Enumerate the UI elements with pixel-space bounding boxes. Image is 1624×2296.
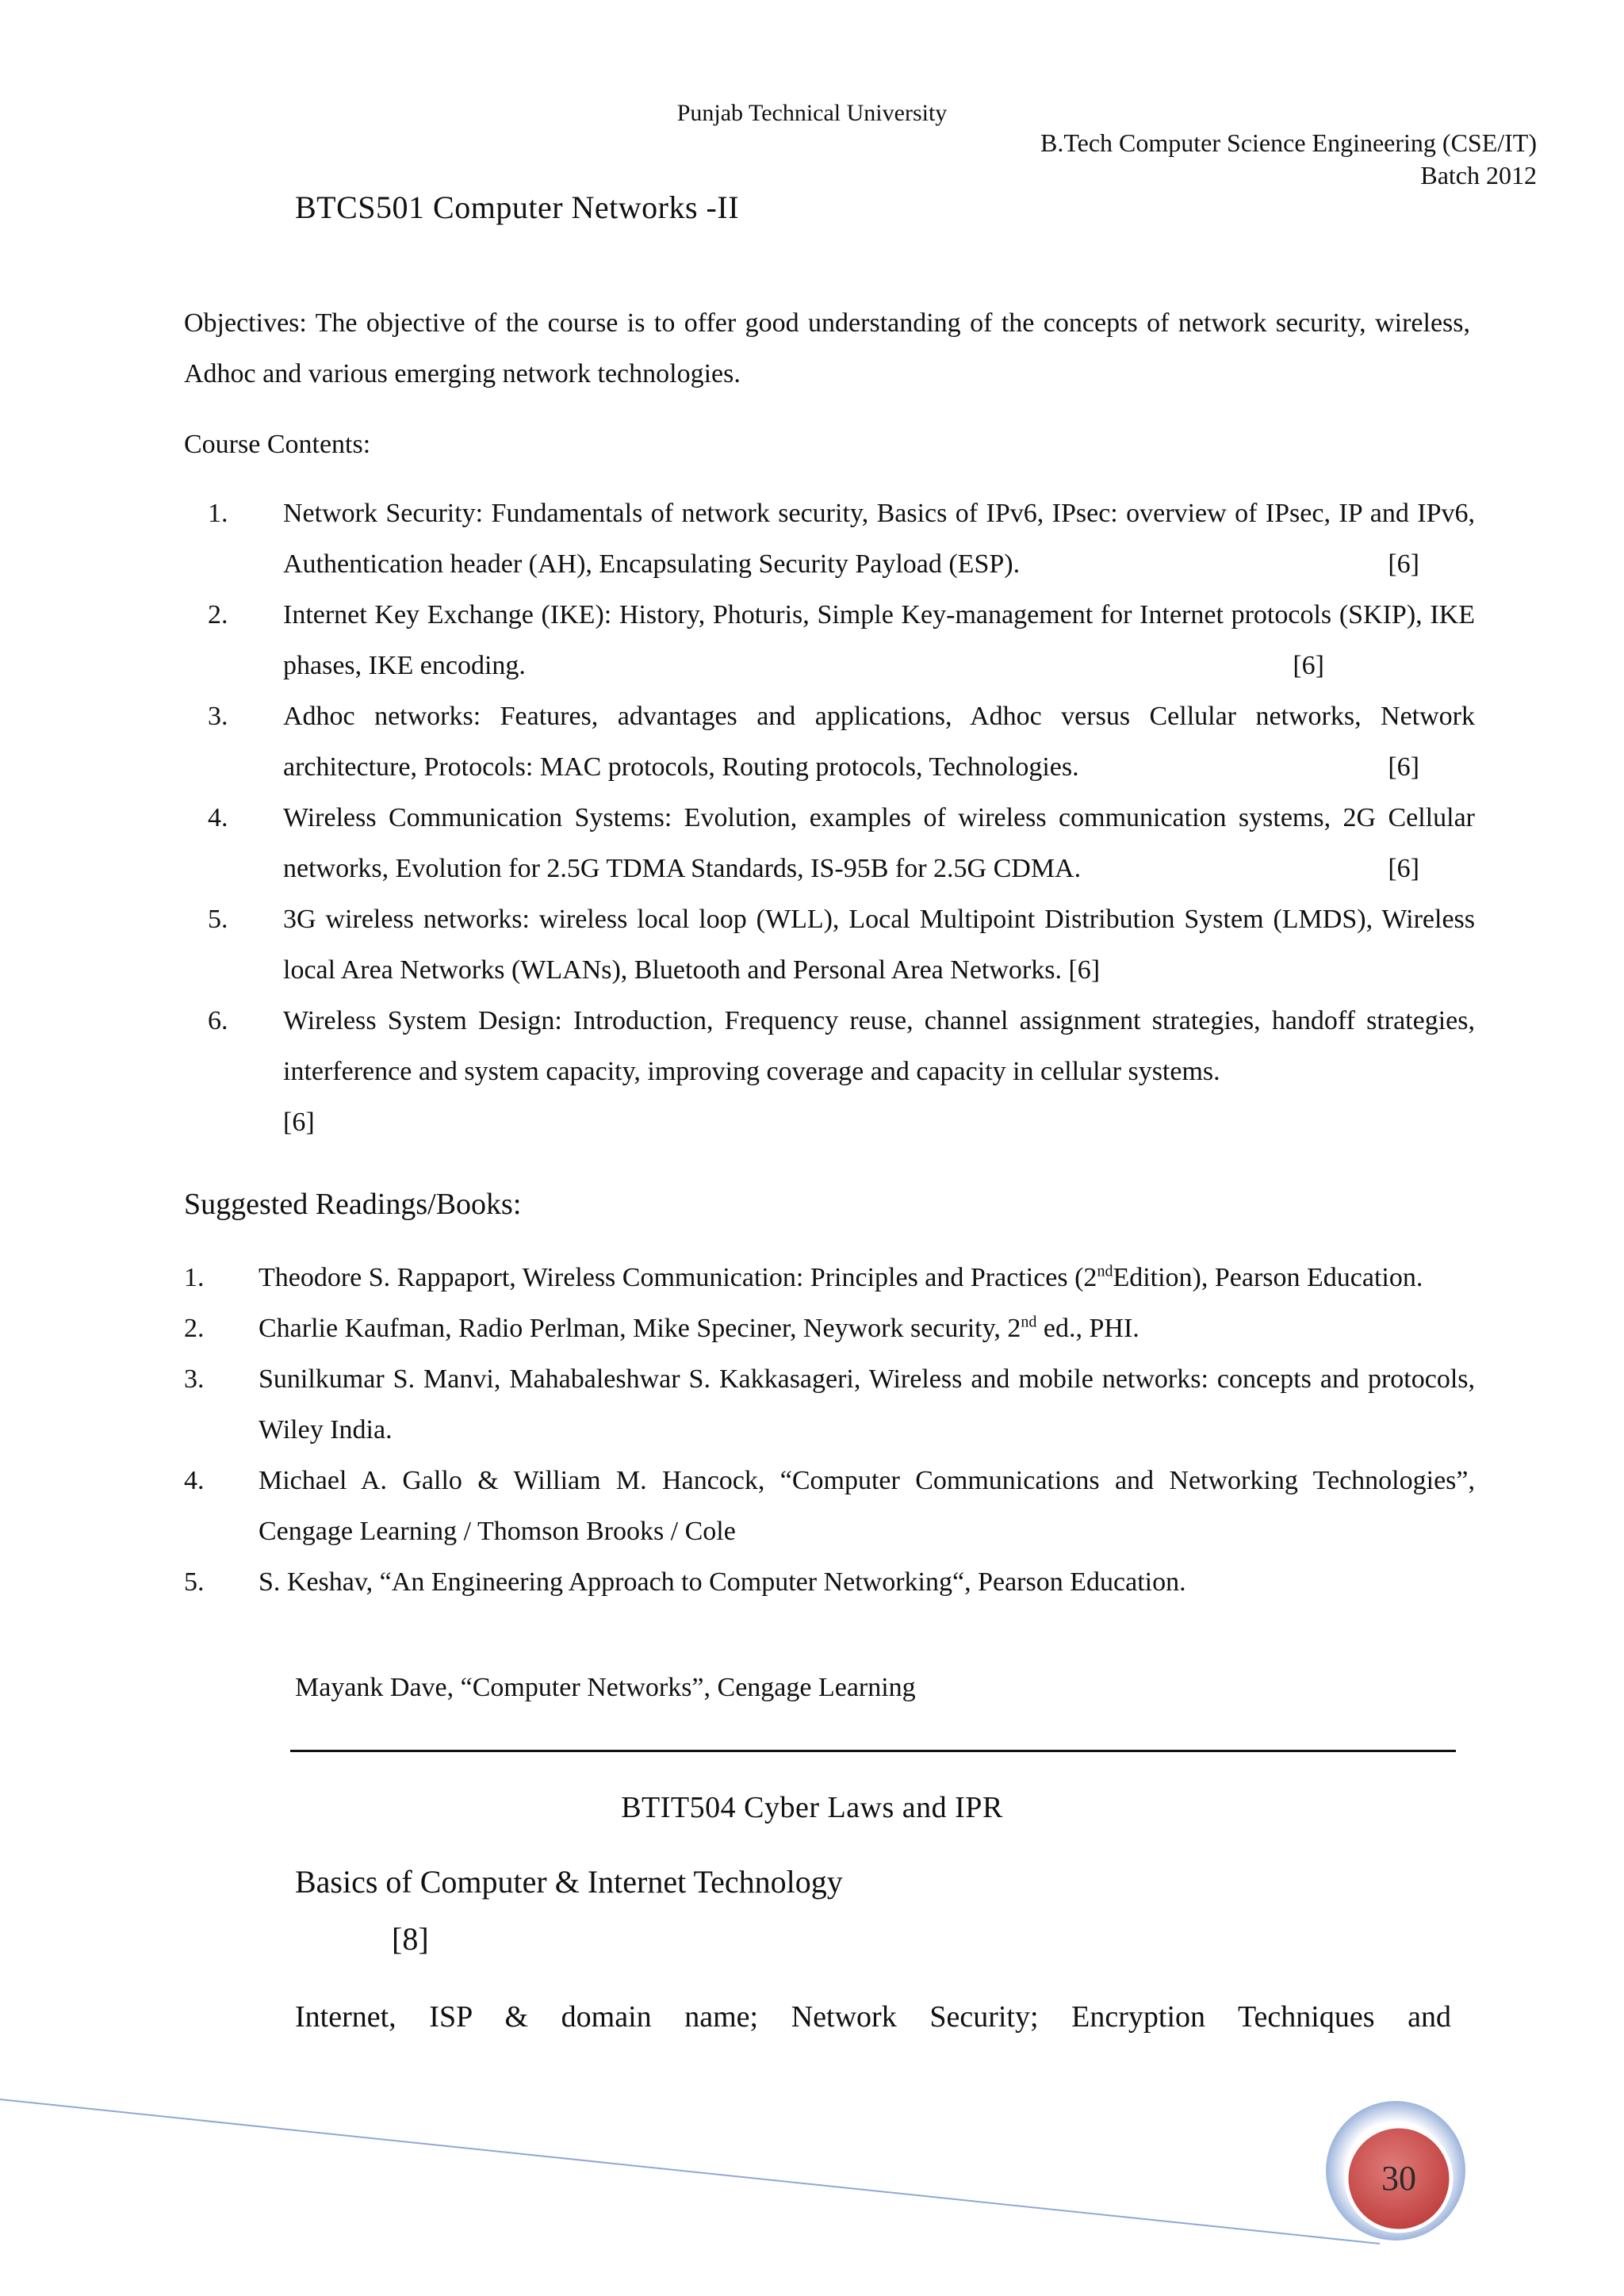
readings-heading: Suggested Readings/Books: <box>184 1188 522 1221</box>
reading-number: 2. <box>184 1314 205 1343</box>
item-marks: [6] <box>1293 651 1324 680</box>
course2-title: BTIT504 Cyber Laws and IPR <box>621 1791 1003 1824</box>
item-number: 3. <box>208 702 228 731</box>
item-marks: [6] <box>1388 549 1419 579</box>
reading-text: Theodore S. Rappaport, Wireless Communication: Principles and Practices (2 <box>259 1263 1097 1292</box>
reading-text: Michael A. Gallo & William M. Hancock, “Computer Communications and Networking Technologies”, Cengage Learning / Thomson Brooks / Cole <box>259 1466 1475 1546</box>
reading-superscript: nd <box>1021 1313 1037 1331</box>
reading-number: 3. <box>184 1364 205 1394</box>
item-marks: [6] <box>283 1108 315 1137</box>
reading-superscript: nd <box>1097 1262 1113 1280</box>
item-number: 4. <box>208 803 228 832</box>
university-name: Punjab Technical University <box>676 100 948 126</box>
batch-label: Batch 2012 <box>1420 161 1537 189</box>
reading-text: Charlie Kaufman, Radio Perlman, Mike Speciner, Neywork security, 2 <box>259 1314 1021 1343</box>
reading-text: Sunilkumar S. Manvi, Mahabaleshwar S. Kakkasageri, Wireless and mobile networks: concepts and protocols, Wiley India. <box>259 1364 1475 1445</box>
item-number: 2. <box>208 600 228 629</box>
reading-number: 1. <box>184 1263 205 1292</box>
reading-text: S. Keshav, “An Engineering Approach to Computer Networking“, Pearson Education. <box>259 1567 1186 1597</box>
item-text: Adhoc networks: Features, advantages and applications, Adhoc versus Cellular networks, Network architecture, Protocols: MAC protocols, Routing protocols, Technologies. <box>283 702 1475 782</box>
unit-first-line: Internet, ISP & domain name; Network Security; Encryption Techniques and <box>295 2000 1451 2034</box>
reading-number: 4. <box>184 1466 205 1495</box>
program-name: B.Tech Computer Science Engineering (CSE/IT) <box>1040 128 1537 157</box>
reading-number: 5. <box>184 1567 205 1597</box>
item-number: 5. <box>208 905 228 934</box>
page-number: 30 <box>1381 2159 1416 2198</box>
page-number-badge <box>1316 2093 1475 2252</box>
item-marks: [6] <box>1068 955 1101 985</box>
unit-marks: [8] <box>392 1921 429 1957</box>
item-marks: [6] <box>1388 854 1419 883</box>
reading-text-tail: ed., PHI. <box>1036 1314 1139 1343</box>
unit-heading: Basics of Computer & Internet Technology <box>295 1864 843 1900</box>
item-text: Wireless System Design: Introduction, Frequency reuse, channel assignment strategies, handoff strategies, interference and system capacity, improving coverage and capacity in cellular systems. <box>283 1006 1475 1086</box>
course-title: BTCS501 Computer Networks -II <box>295 189 740 225</box>
item-text: Wireless Communication Systems: Evolution, examples of wireless communication systems, 2G Cellular networks, Evolution for 2.5G TDMA Standards, IS-95B for 2.5G CDMA. <box>283 803 1475 883</box>
course-objectives: Objectives: The objective of the course is to offer good understanding of the concepts of network security, wireless, Adhoc and various emerging network technologies. <box>184 308 1470 388</box>
extra-reading: Mayank Dave, “Computer Networks”, Cengage Learning <box>295 1673 916 1702</box>
item-text: Internet Key Exchange (IKE): History, Photuris, Simple Key-management for Internet protocols (SKIP), IKE phases, IKE encoding. <box>283 600 1475 680</box>
item-text: 3G wireless networks: wireless local loop (WLL), Local Multipoint Distribution System (LMDS), Wireless local Area Networks (WLANs), Bluetooth and Personal Area Networks. <box>283 905 1475 985</box>
item-marks: [6] <box>1388 752 1419 782</box>
item-text: Network Security: Fundamentals of network security, Basics of IPv6, IPsec: overview of IPsec, IP and IPv6, Authentication header (AH), Encapsulating Security Payload (ESP). <box>283 499 1475 579</box>
item-number: 1. <box>208 499 228 528</box>
reading-text-tail: Edition), Pearson Education. <box>1113 1263 1423 1292</box>
item-number: 6. <box>208 1006 228 1035</box>
course-contents-heading: Course Contents: <box>184 430 371 459</box>
